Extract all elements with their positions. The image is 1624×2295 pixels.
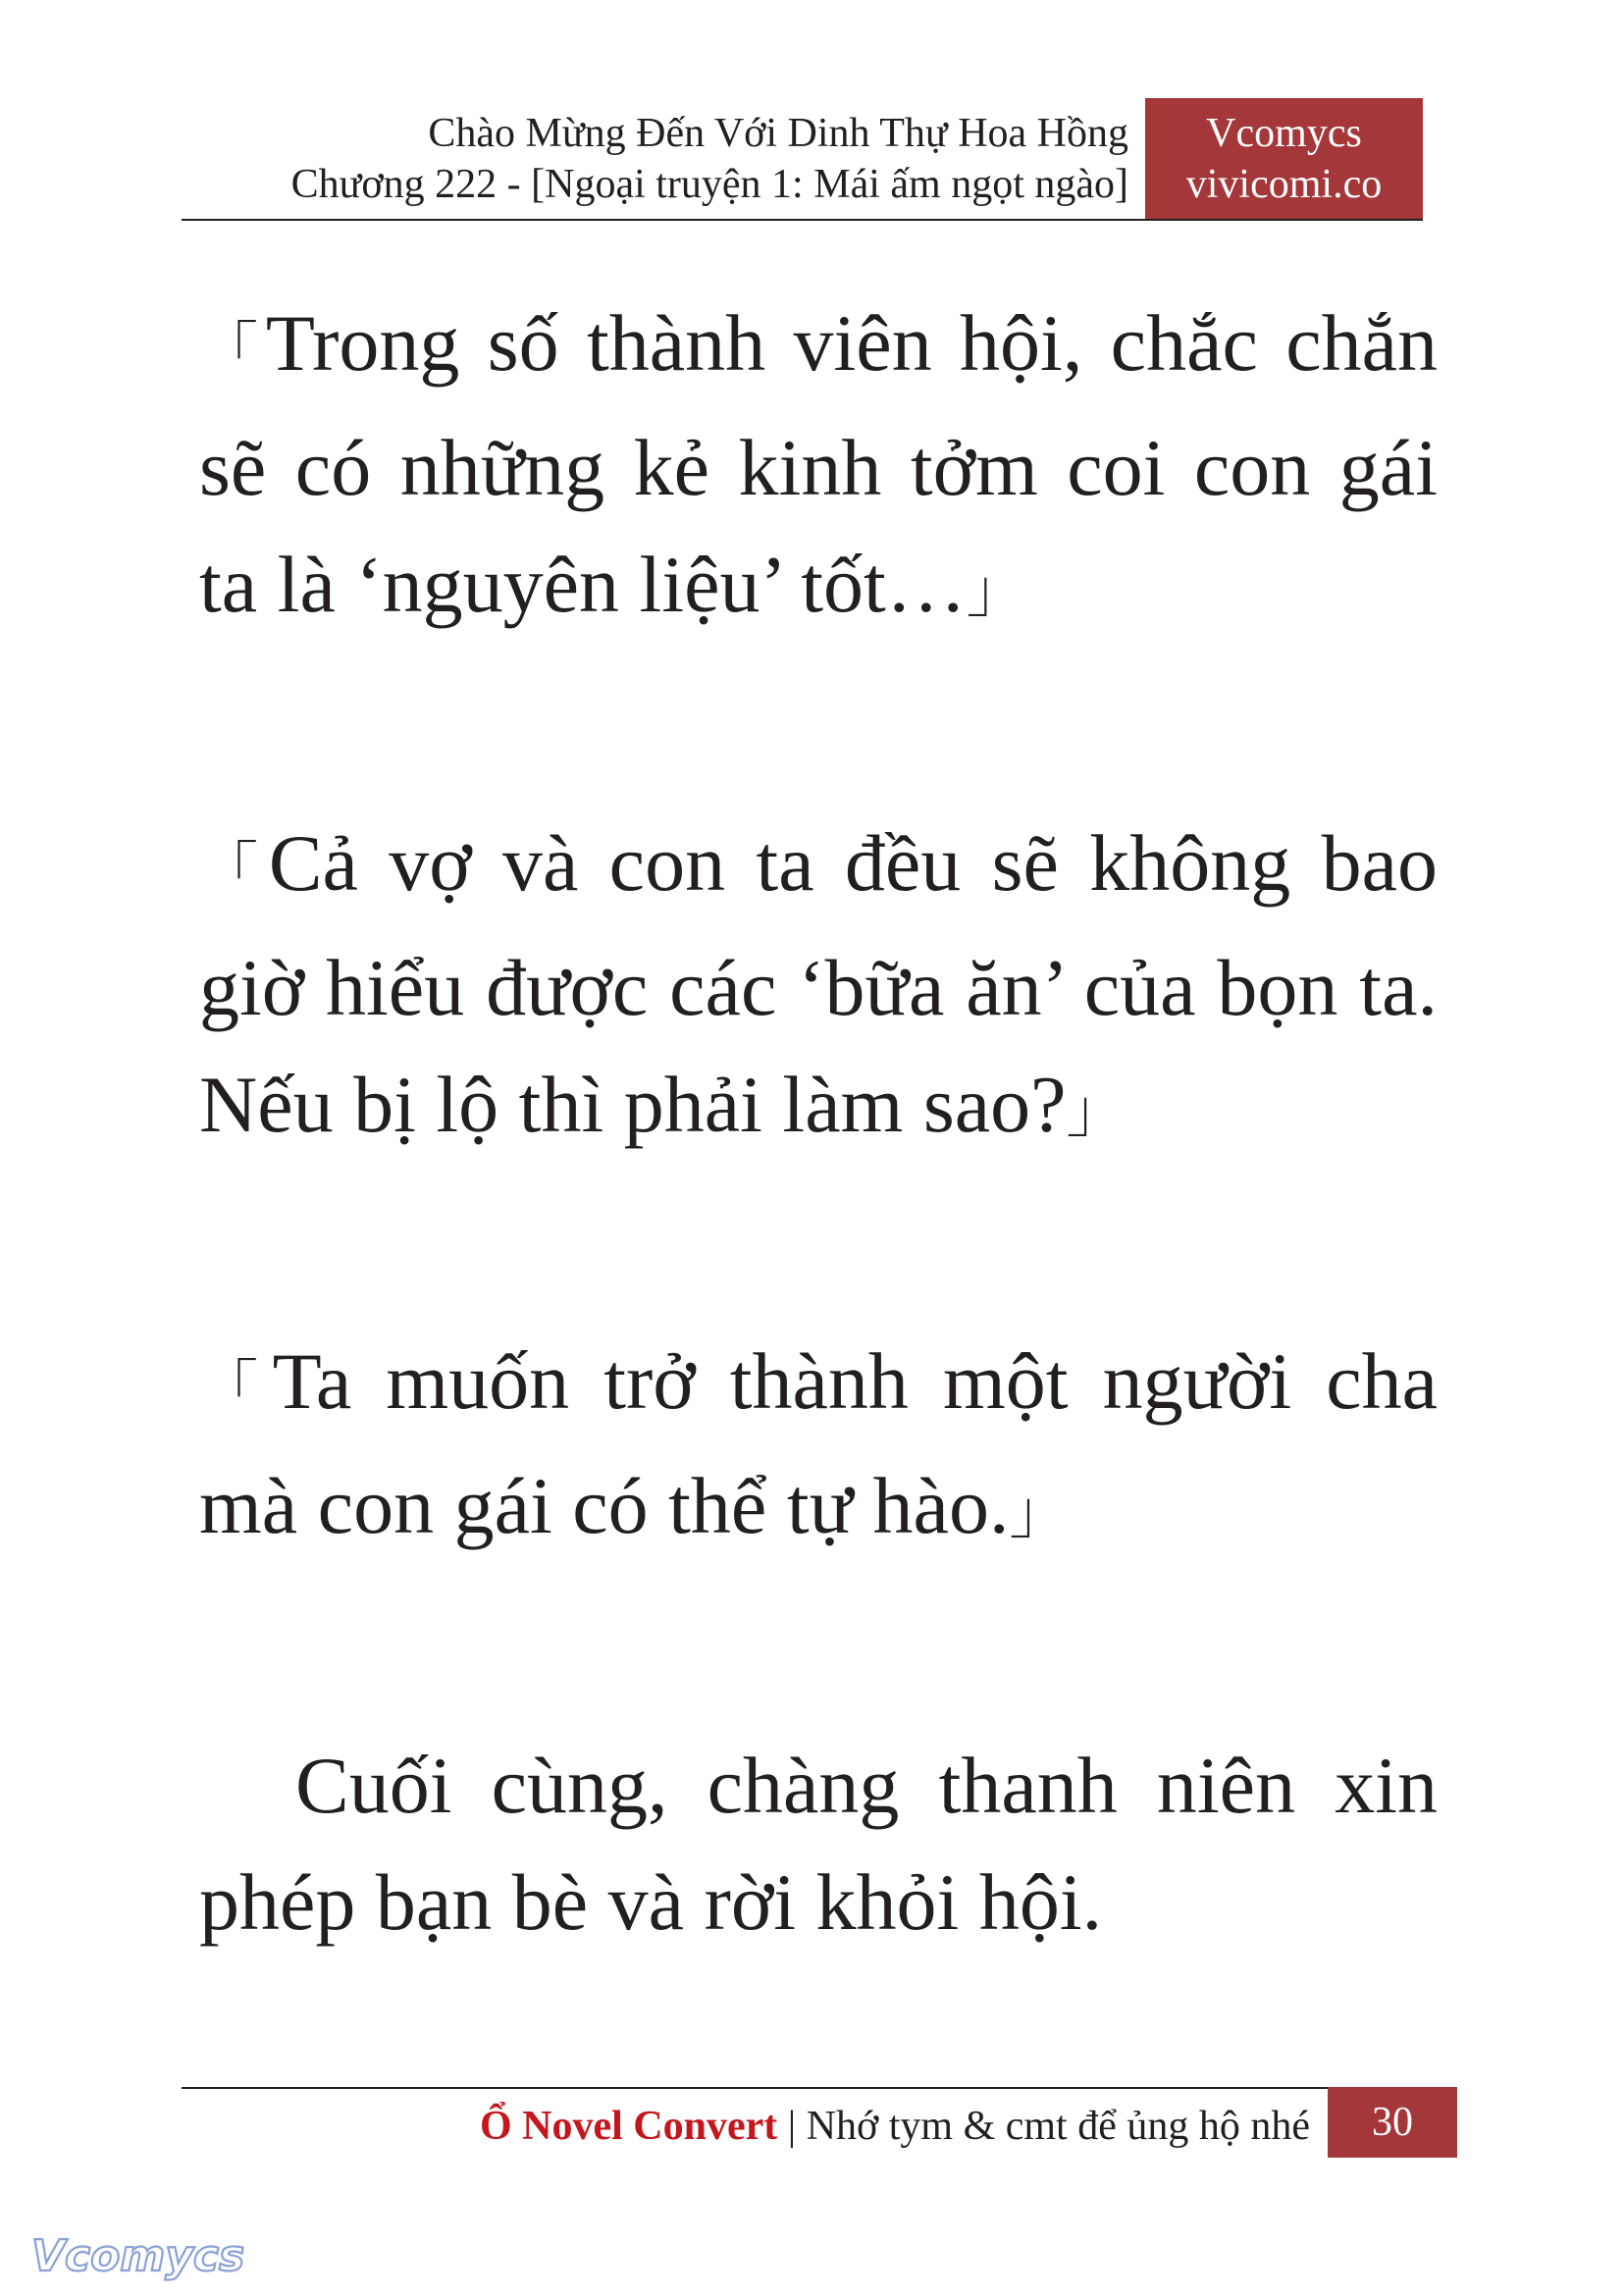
- paragraph-4: [199, 1727, 1438, 1960]
- site-badge-name: Vcomycs: [1206, 111, 1362, 156]
- close-quote-bracket: 」: [1066, 1077, 1126, 1146]
- paragraph-2: [199, 805, 1438, 1171]
- footer-separator: |: [777, 2104, 807, 2149]
- header-titles: [291, 108, 1128, 210]
- footer-brand: Ổ Novel Convert: [479, 2104, 778, 2149]
- site-badge: [1145, 98, 1423, 220]
- paragraph-1: [199, 285, 1438, 651]
- chapter-title: Chương 222 - [Ngoại truyện 1: Mái ấm ngọt ngào]: [290, 162, 1128, 207]
- page-header: [182, 98, 1423, 221]
- open-quote-bracket: 「: [199, 316, 266, 385]
- header-divider: [182, 219, 1423, 221]
- footer-divider: [182, 2087, 1457, 2089]
- open-quote-bracket: 「: [199, 836, 269, 905]
- close-quote-bracket: 」: [966, 557, 1025, 626]
- paragraph-text: Trong số thành viên hội, chắc chắn sẽ có những kẻ kinh tởm coi con gái ta là ‘nguyên liệu’ tốt…: [199, 298, 1439, 629]
- paragraph-text: Cuối cùng, chàng thanh niên xin phép bạn bè và rời khỏi hội.: [199, 1741, 1438, 1947]
- close-quote-bracket: 」: [1009, 1479, 1069, 1547]
- footer-credit: [480, 2101, 1310, 2152]
- page-number: 30: [1328, 2087, 1457, 2158]
- vcomycs-watermark-logo: [27, 2225, 248, 2284]
- site-badge-url: vivicomi.co: [1185, 162, 1383, 207]
- footer-note: Nhớ tym & cmt để ủng hộ nhé: [806, 2104, 1310, 2149]
- book-title: Chào Mừng Đến Với Dinh Thự Hoa Hồng: [428, 111, 1128, 156]
- paragraph-3: [199, 1323, 1438, 1572]
- watermark-text: Vcomycs: [31, 2231, 245, 2281]
- paragraph-text: Cả vợ và con ta đều sẽ không bao giờ hiểu được các ‘bữa ăn’ của bọn ta. Nếu bị lộ thì phải làm sao?: [199, 818, 1439, 1149]
- page-footer: [182, 2087, 1457, 2156]
- paragraph-text: Ta muốn trở thành một người cha mà con gái có thể tự hào.: [199, 1336, 1438, 1550]
- open-quote-bracket: 「: [199, 1354, 273, 1423]
